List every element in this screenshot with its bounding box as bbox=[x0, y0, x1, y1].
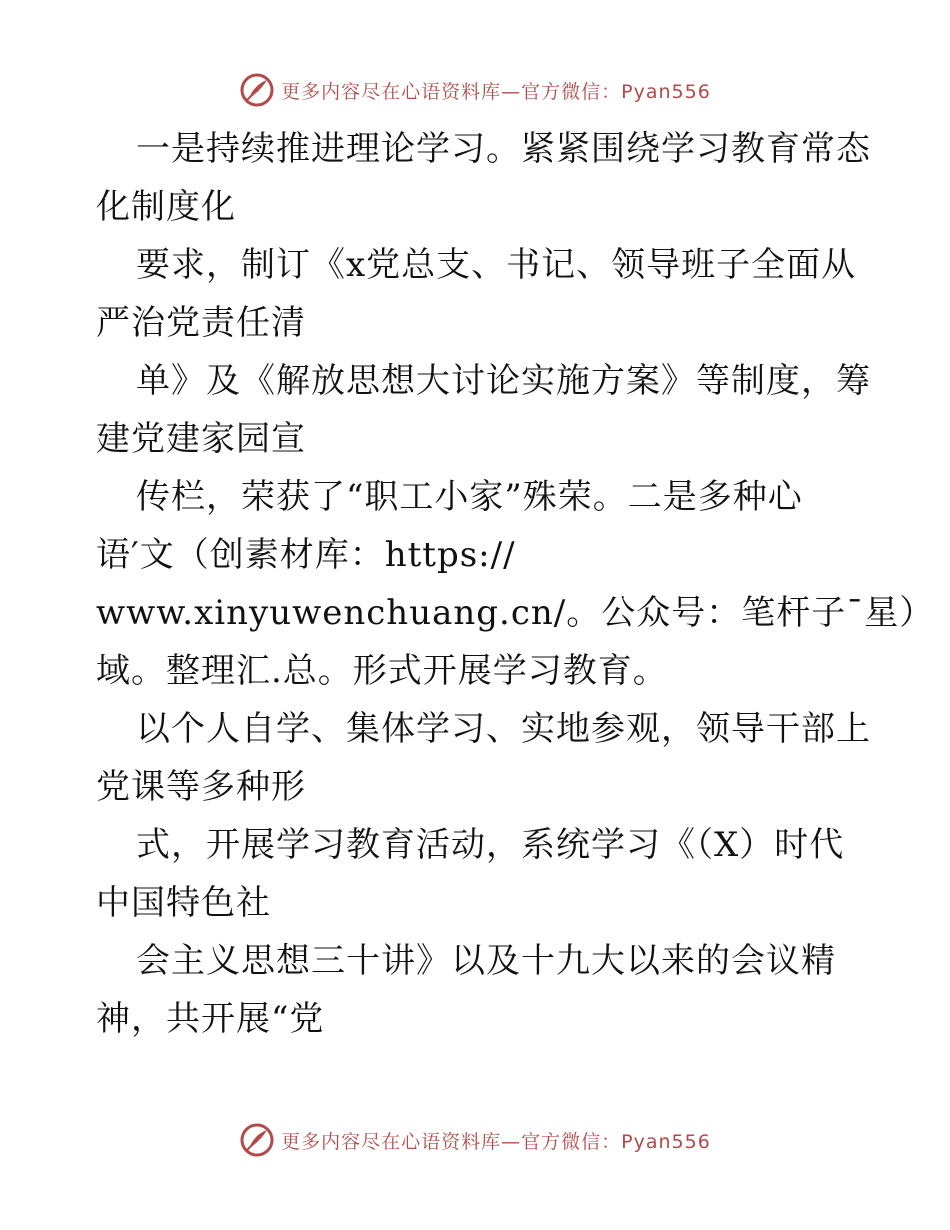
footer-watermark-banner bbox=[0, 1120, 950, 1160]
body-line-10: 域。整理汇.总。形式开展学习教育。 bbox=[96, 651, 668, 691]
body-line-13: 式，开展学习教育活动，系统学习《（X）时代 bbox=[136, 825, 845, 865]
header-watermark-banner bbox=[0, 70, 950, 110]
body-line-3: 要求，制订《x党总支、书记、领导班子全面从 bbox=[136, 245, 857, 285]
body-line-5: 单》及《解放思想大讨论实施方案》等制度，筹 bbox=[136, 361, 871, 401]
body-line-2: 化制度化 bbox=[96, 187, 236, 227]
footer-watermark-text: 更多内容尽在心语资料库—官方微信：Pyan556 bbox=[281, 1130, 711, 1153]
body-line-15: 会主义思想三十讲》以及十九大以来的会议精 bbox=[136, 941, 836, 981]
header-watermark-text: 更多内容尽在心语资料库—官方微信：Pyan556 bbox=[281, 80, 711, 103]
body-line-4: 严治党责任清 bbox=[96, 303, 306, 343]
body-line-6: 建党建家园宣 bbox=[96, 419, 306, 459]
body-line-14: 中国特色社 bbox=[96, 883, 271, 923]
body-line-9: www.xinyuwenchuang.cn/。公众号：笔杆子¯星） bbox=[96, 593, 935, 633]
body-line-1: 一是持续推进理论学习。紧紧围绕学习教育常态 bbox=[136, 129, 871, 169]
body-line-8: 语′文（创素材库：https:// bbox=[96, 535, 516, 575]
body-line-12: 党课等多种形 bbox=[96, 767, 306, 807]
body-line-16: 神，共开展“党 bbox=[96, 999, 325, 1039]
body-line-11: 以个人自学、集体学习、实地参观，领导干部上 bbox=[136, 709, 871, 749]
body-line-7: 传栏，荣获了“职工小家”殊荣。二是多种心 bbox=[136, 477, 803, 517]
red-circle-feather-logo-icon bbox=[239, 72, 275, 108]
red-circle-feather-logo-icon bbox=[239, 1122, 275, 1158]
document-body bbox=[96, 120, 935, 1048]
